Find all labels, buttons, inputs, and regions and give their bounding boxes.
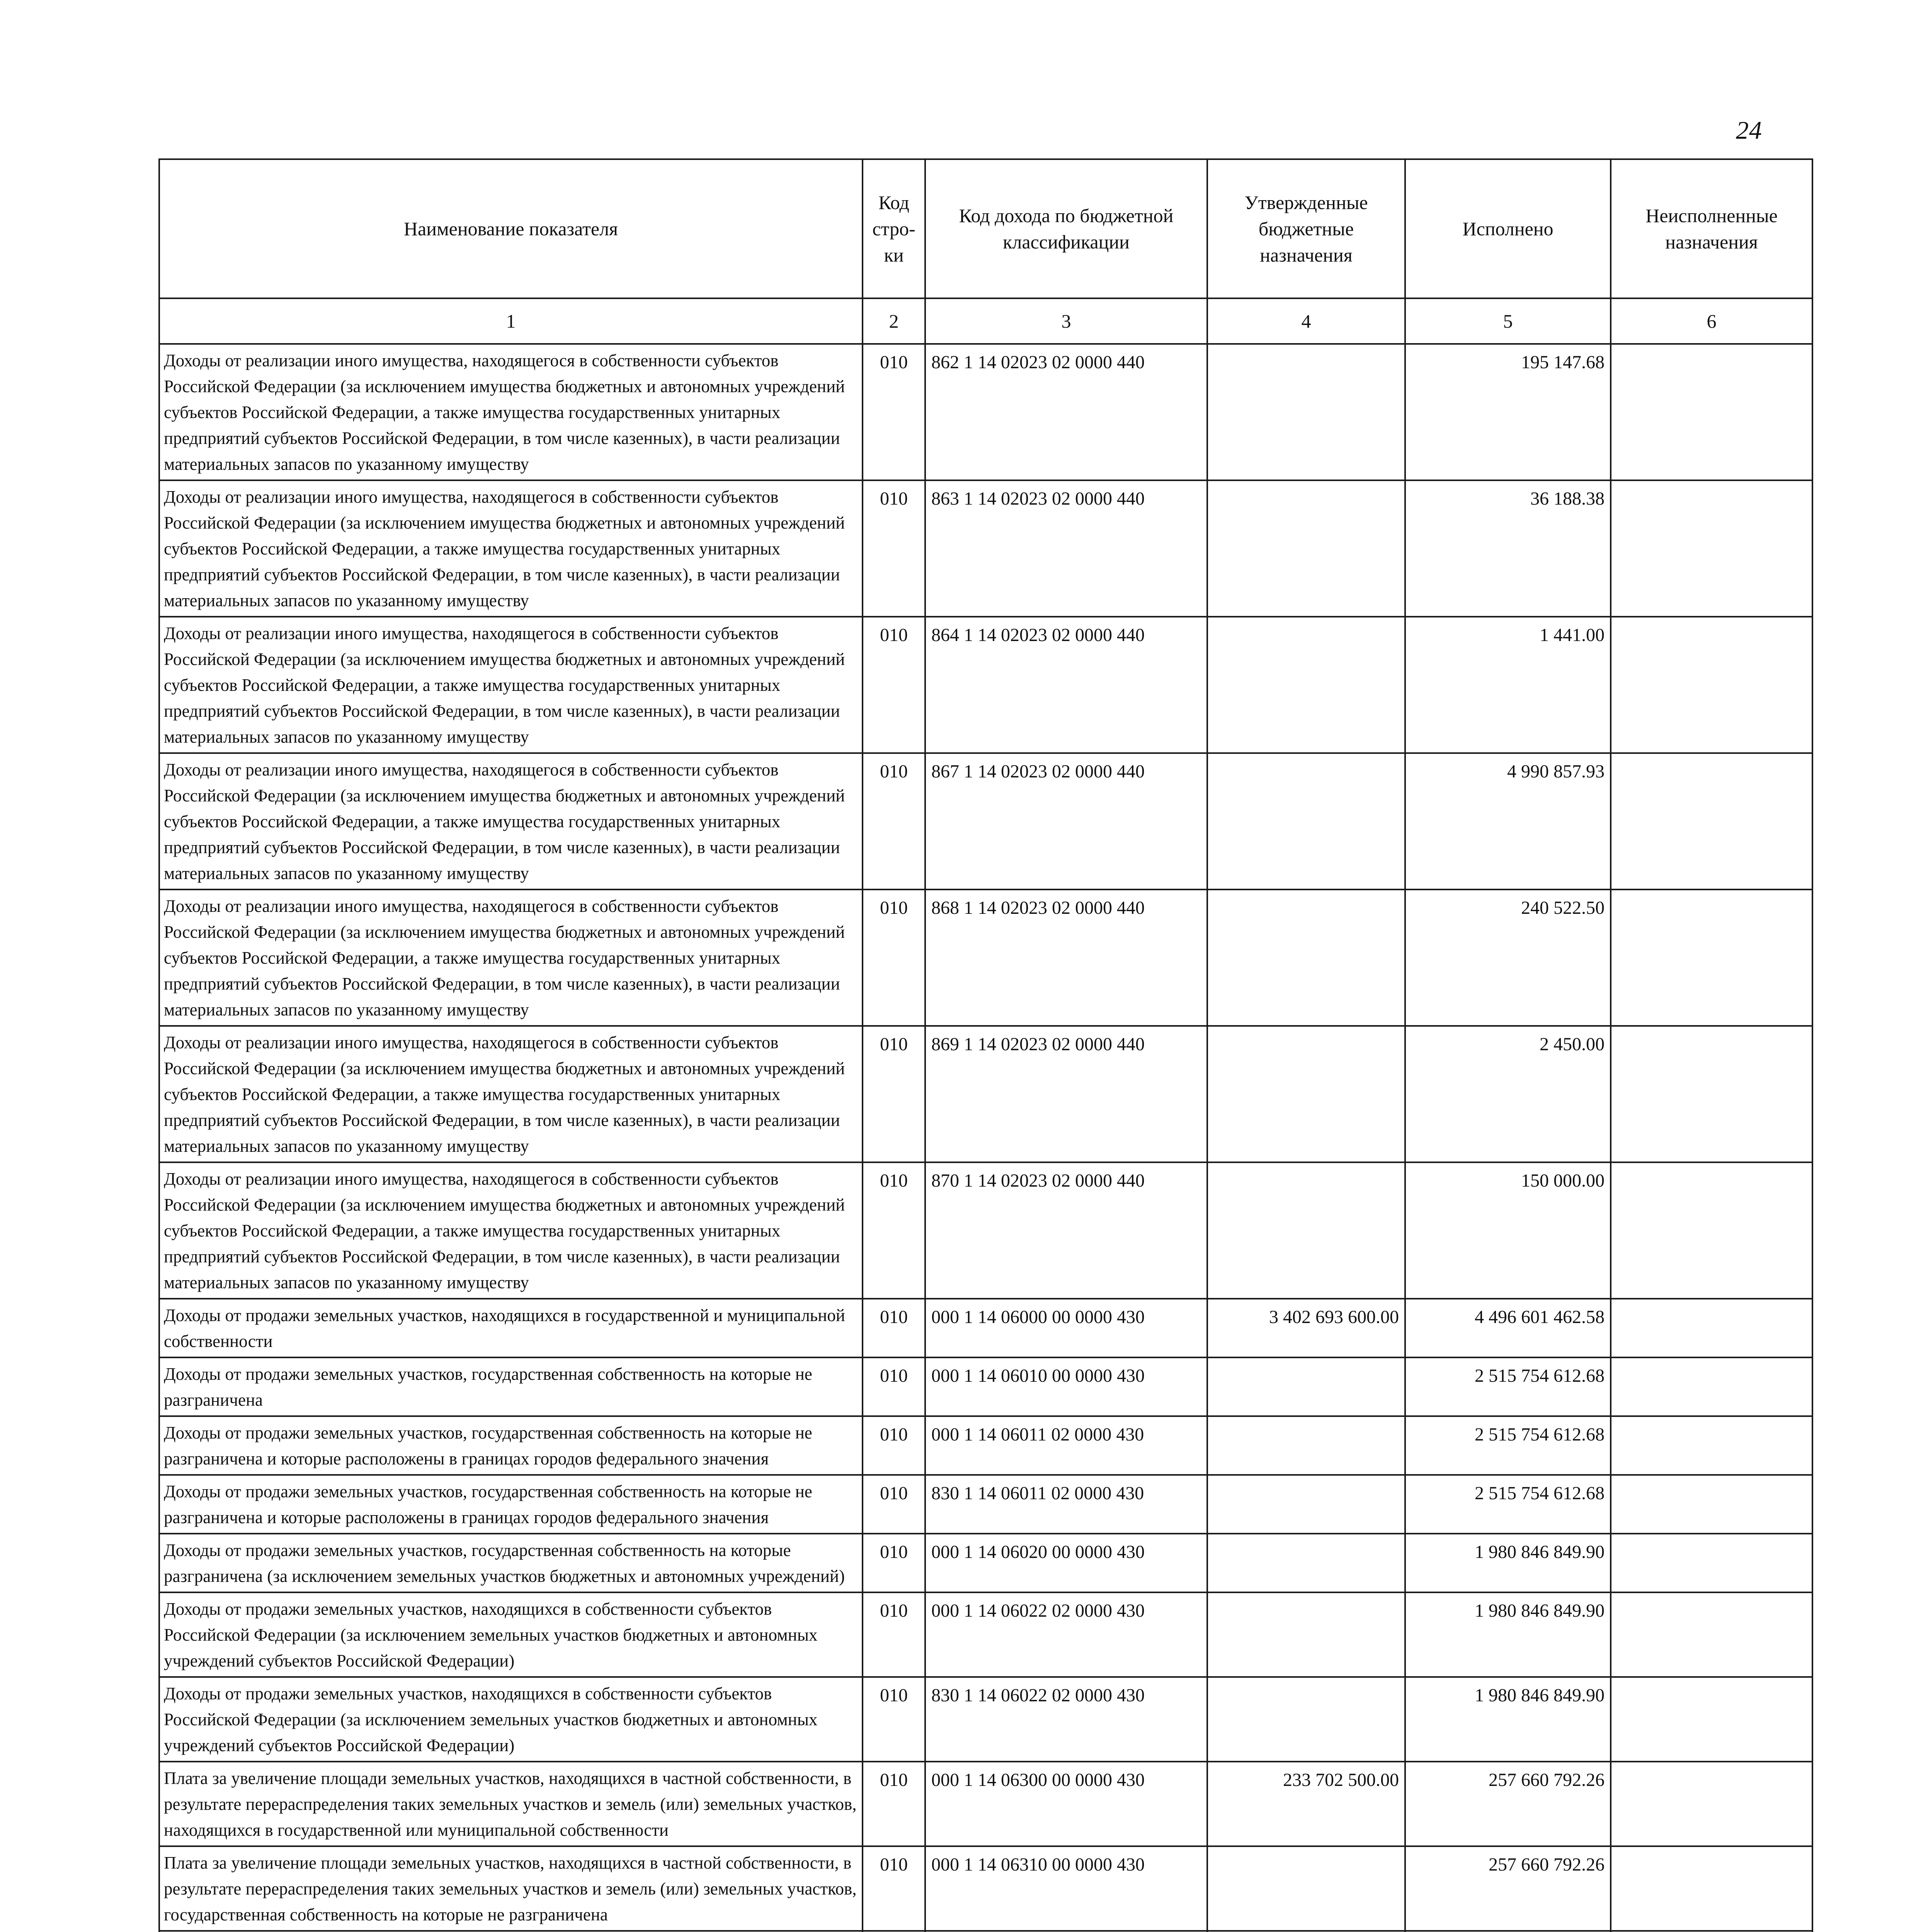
unexecuted-amount: [1611, 1357, 1812, 1416]
table-row: [159, 1534, 1812, 1592]
executed-amount: 4 990 857.93: [1405, 753, 1611, 889]
line-code: 010: [863, 617, 925, 753]
executed-amount: 2 450.00: [1405, 1026, 1611, 1162]
indicator-name: Плата за увеличение площади земельных участков, находящихся в частной собственности, в результате перераспределения таких земельных участков и земель (или) земельных участков, находящихся в государственной или муниципальной собственности: [159, 1762, 863, 1846]
column-number: 2: [863, 298, 925, 344]
unexecuted-amount: [1611, 1846, 1812, 1931]
indicator-name: Доходы от реализации иного имущества, находящегося в собственности субъектов Российской Федерации (за исключением имущества бюджетных и автономных учреждений субъектов Российской Федерации, а также имущества государственных унитарных предприятий субъектов Российской Федерации, в том числе казенных), в части реализации материальных запасов по указанному имуществу: [159, 1162, 863, 1299]
line-code: 010: [863, 1475, 925, 1534]
line-code: 010: [863, 344, 925, 480]
executed-amount: 1 980 846 849.90: [1405, 1677, 1611, 1762]
unexecuted-amount: [1611, 1592, 1812, 1677]
executed-amount: 1 441.00: [1405, 617, 1611, 753]
unexecuted-amount: [1611, 344, 1812, 480]
income-code: 863 1 14 02023 02 0000 440: [925, 480, 1207, 617]
line-code: 010: [863, 1762, 925, 1846]
approved-amount: [1207, 617, 1405, 753]
approved-amount: [1207, 1846, 1405, 1931]
indicator-name: Доходы от реализации иного имущества, находящегося в собственности субъектов Российской Федерации (за исключением имущества бюджетных и автономных учреждений субъектов Российской Федерации, а также имущества государственных унитарных предприятий субъектов Российской Федерации, в том числе казенных), в части реализации материальных запасов по указанному имуществу: [159, 1026, 863, 1162]
executed-amount: 150 000.00: [1405, 1162, 1611, 1299]
table-row: [159, 1299, 1812, 1357]
header-unexecuted: Неисполненные назначения: [1611, 159, 1812, 298]
executed-amount: 36 188.38: [1405, 480, 1611, 617]
approved-amount: [1207, 480, 1405, 617]
approved-amount: [1207, 1534, 1405, 1592]
indicator-name: Доходы от реализации иного имущества, находящегося в собственности субъектов Российской Федерации (за исключением имущества бюджетных и автономных учреждений субъектов Российской Федерации, а также имущества государственных унитарных предприятий субъектов Российской Федерации, в том числе казенных), в части реализации материальных запасов по указанному имуществу: [159, 480, 863, 617]
line-code: 010: [863, 889, 925, 1026]
income-code: 000 1 14 06010 00 0000 430: [925, 1357, 1207, 1416]
page-number: 24: [1736, 116, 1762, 145]
indicator-name: Доходы от продажи земельных участков, государственная собственность на которые не разграничена и которые расположены в границах городов федерального значения: [159, 1475, 863, 1534]
income-code: 862 1 14 02023 02 0000 440: [925, 344, 1207, 480]
column-number: 4: [1207, 298, 1405, 344]
income-code: 000 1 14 06000 00 0000 430: [925, 1299, 1207, 1357]
column-number: 5: [1405, 298, 1611, 344]
line-code: 010: [863, 1162, 925, 1299]
approved-amount: [1207, 344, 1405, 480]
approved-amount: [1207, 1026, 1405, 1162]
indicator-name: Доходы от реализации иного имущества, находящегося в собственности субъектов Российской Федерации (за исключением имущества бюджетных и автономных учреждений субъектов Российской Федерации, а также имущества государственных унитарных предприятий субъектов Российской Федерации, в том числе казенных), в части реализации материальных запасов по указанному имуществу: [159, 344, 863, 480]
income-code: 000 1 14 06022 02 0000 430: [925, 1592, 1207, 1677]
income-code: 869 1 14 02023 02 0000 440: [925, 1026, 1207, 1162]
income-code: 000 1 14 06020 00 0000 430: [925, 1534, 1207, 1592]
table-row: [159, 1677, 1812, 1762]
indicator-name: Доходы от реализации иного имущества, находящегося в собственности субъектов Российской Федерации (за исключением имущества бюджетных и автономных учреждений субъектов Российской Федерации, а также имущества государственных унитарных предприятий субъектов Российской Федерации, в том числе казенных), в части реализации материальных запасов по указанному имуществу: [159, 753, 863, 889]
approved-amount: 3 402 693 600.00: [1207, 1299, 1405, 1357]
indicator-name: Доходы от реализации иного имущества, находящегося в собственности субъектов Российской Федерации (за исключением имущества бюджетных и автономных учреждений субъектов Российской Федерации, а также имущества государственных унитарных предприятий субъектов Российской Федерации, в том числе казенных), в части реализации материальных запасов по указанному имуществу: [159, 889, 863, 1026]
table-row: [159, 1846, 1812, 1931]
approved-amount: [1207, 1677, 1405, 1762]
table-row: [159, 889, 1812, 1026]
approved-amount: [1207, 1592, 1405, 1677]
unexecuted-amount: [1611, 1677, 1812, 1762]
header-income-code: Код дохода по бюджетной классификации: [925, 159, 1207, 298]
indicator-name: Доходы от продажи земельных участков, государственная собственность на которые не разграничена и которые расположены в границах городов федерального значения: [159, 1416, 863, 1475]
table-row: [159, 1026, 1812, 1162]
executed-amount: 1 980 846 849.90: [1405, 1592, 1611, 1677]
executed-amount: 240 522.50: [1405, 889, 1611, 1026]
indicator-name: Доходы от продажи земельных участков, находящихся в собственности субъектов Российской Федерации (за исключением земельных участков бюджетных и автономных учреждений субъектов Российской Федерации): [159, 1677, 863, 1762]
executed-amount: 2 515 754 612.68: [1405, 1475, 1611, 1534]
approved-amount: [1207, 1357, 1405, 1416]
line-code: 010: [863, 753, 925, 889]
indicator-name: Доходы от продажи земельных участков, государственная собственность на которые не разграничена: [159, 1357, 863, 1416]
header-executed: Исполнено: [1405, 159, 1611, 298]
unexecuted-amount: [1611, 1475, 1812, 1534]
executed-amount: 2 515 754 612.68: [1405, 1357, 1611, 1416]
indicator-name: Доходы от реализации иного имущества, находящегося в собственности субъектов Российской Федерации (за исключением имущества бюджетных и автономных учреждений субъектов Российской Федерации, а также имущества государственных унитарных предприятий субъектов Российской Федерации, в том числе казенных), в части реализации материальных запасов по указанному имуществу: [159, 617, 863, 753]
unexecuted-amount: [1611, 1534, 1812, 1592]
executed-amount: 195 147.68: [1405, 344, 1611, 480]
indicator-name: Доходы от продажи земельных участков, государственная собственность на которые разграничена (за исключением земельных участков бюджетных и автономных учреждений): [159, 1534, 863, 1592]
executed-amount: 257 660 792.26: [1405, 1846, 1611, 1931]
approved-amount: 233 702 500.00: [1207, 1762, 1405, 1846]
approved-amount: [1207, 1416, 1405, 1475]
column-number: 6: [1611, 298, 1812, 344]
income-code: 868 1 14 02023 02 0000 440: [925, 889, 1207, 1026]
income-code: 867 1 14 02023 02 0000 440: [925, 753, 1207, 889]
approved-amount: [1207, 1162, 1405, 1299]
column-number: 3: [925, 298, 1207, 344]
table-header-row: [159, 159, 1812, 298]
executed-amount: 2 515 754 612.68: [1405, 1416, 1611, 1475]
line-code: 010: [863, 480, 925, 617]
approved-amount: [1207, 753, 1405, 889]
income-code: 000 1 14 06011 02 0000 430: [925, 1416, 1207, 1475]
table-row: [159, 1475, 1812, 1534]
column-numbers-row: [159, 298, 1812, 344]
income-code: 870 1 14 02023 02 0000 440: [925, 1162, 1207, 1299]
unexecuted-amount: [1611, 1299, 1812, 1357]
table-row: [159, 753, 1812, 889]
line-code: 010: [863, 1299, 925, 1357]
approved-amount: [1207, 889, 1405, 1026]
table-row: [159, 1357, 1812, 1416]
table-row: [159, 617, 1812, 753]
unexecuted-amount: [1611, 1026, 1812, 1162]
executed-amount: 1 980 846 849.90: [1405, 1534, 1611, 1592]
line-code: 010: [863, 1534, 925, 1592]
unexecuted-amount: [1611, 1162, 1812, 1299]
line-code: 010: [863, 1357, 925, 1416]
table-row: [159, 1592, 1812, 1677]
approved-amount: [1207, 1475, 1405, 1534]
line-code: 010: [863, 1592, 925, 1677]
table-row: [159, 1162, 1812, 1299]
unexecuted-amount: [1611, 889, 1812, 1026]
indicator-name: Плата за увеличение площади земельных участков, находящихся в частной собственности, в результате перераспределения таких земельных участков и земель (или) земельных участков, государственная собственность на которые не разграничена: [159, 1846, 863, 1931]
income-code: 000 1 14 06300 00 0000 430: [925, 1762, 1207, 1846]
line-code: 010: [863, 1677, 925, 1762]
unexecuted-amount: [1611, 480, 1812, 617]
income-code: 830 1 14 06022 02 0000 430: [925, 1677, 1207, 1762]
table-row: [159, 480, 1812, 617]
unexecuted-amount: [1611, 753, 1812, 889]
executed-amount: 4 496 601 462.58: [1405, 1299, 1611, 1357]
income-code: 830 1 14 06011 02 0000 430: [925, 1475, 1207, 1534]
table-row: [159, 1762, 1812, 1846]
table-row: [159, 344, 1812, 480]
income-code: 864 1 14 02023 02 0000 440: [925, 617, 1207, 753]
unexecuted-amount: [1611, 617, 1812, 753]
line-code: 010: [863, 1846, 925, 1931]
budget-execution-table: [158, 158, 1813, 1932]
line-code: 010: [863, 1416, 925, 1475]
column-number: 1: [159, 298, 863, 344]
indicator-name: Доходы от продажи земельных участков, находящихся в государственной и муниципальной собственности: [159, 1299, 863, 1357]
unexecuted-amount: [1611, 1416, 1812, 1475]
unexecuted-amount: [1611, 1762, 1812, 1846]
income-code: 000 1 14 06310 00 0000 430: [925, 1846, 1207, 1931]
executed-amount: 257 660 792.26: [1405, 1762, 1611, 1846]
table-body: [159, 344, 1812, 1932]
header-approved: Утвержденные бюджетные назначения: [1207, 159, 1405, 298]
header-line-code: Код стро- ки: [863, 159, 925, 298]
line-code: 010: [863, 1026, 925, 1162]
table-row: [159, 1416, 1812, 1475]
header-indicator-name: Наименование показателя: [159, 159, 863, 298]
indicator-name: Доходы от продажи земельных участков, находящихся в собственности субъектов Российской Федерации (за исключением земельных участков бюджетных и автономных учреждений субъектов Российской Федерации): [159, 1592, 863, 1677]
